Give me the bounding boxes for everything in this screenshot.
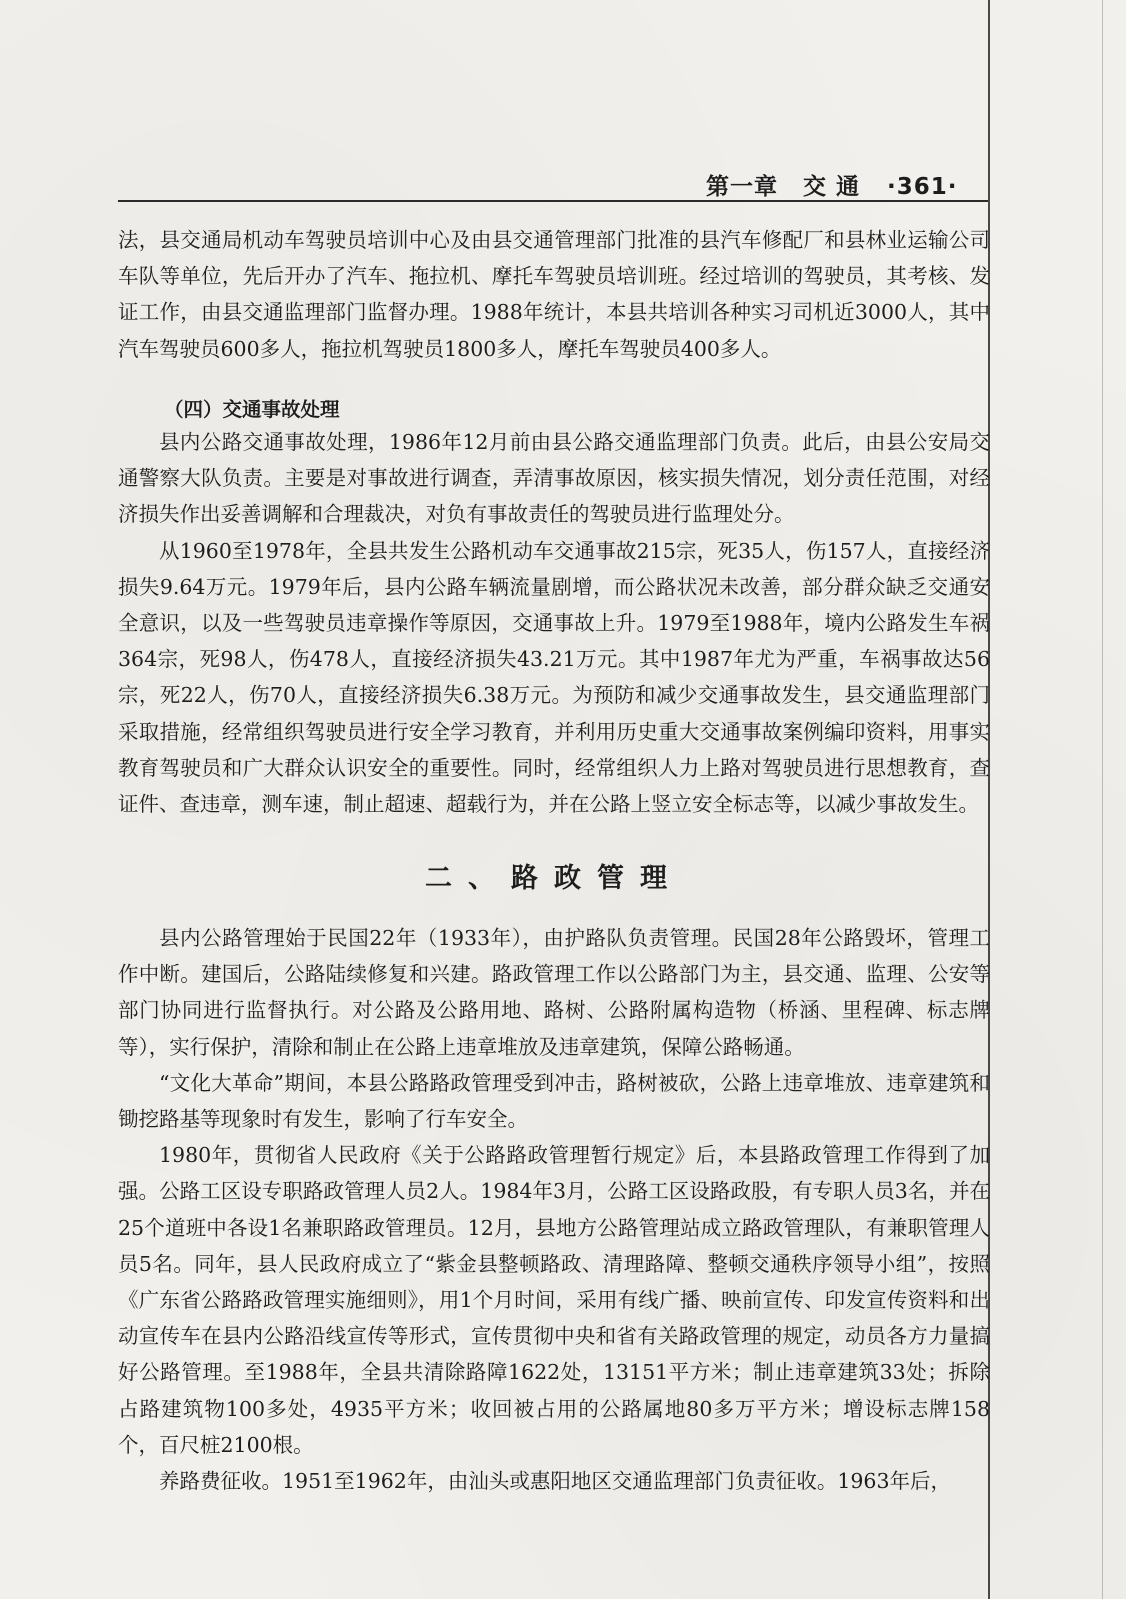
- paragraph: 1980年，贯彻省人民政府《关于公路路政管理暂行规定》后，本县路政管理工作得到了加强。公路工区设专职路政管理人员2人。1984年3月，公路工区设路政股，有专职人员3名，并在25个道班中各设1名兼职路政管理员。12月，县地方公路管理站成立路政管理队，有兼职管理人员5名。同年，县人民政府成立了“紫金县整顿路政、清理路障、整顿交通秩序领导小组”，按照《广东省公路路政管理实施细则》，用1个月时间，采用有线广播、映前宣传、印发宣传资料和出动宣传车在县内公路沿线宣传等形式，宣传贯彻中央和省有关路政管理的规定，动员各方力量搞好公路管理。至1988年，全县共清除路障1622处，13151平方米；制止违章建筑33处；拆除占路建筑物100多处，4935平方米；收回被占用的公路属地80多万平方米；增设标志牌158个，百尺桩2100根。: [118, 1143, 990, 1457]
- paragraph: “文化大革命”期间，本县公路路政管理受到冲击，路树被砍，公路上违章堆放、违章建筑和锄挖路基等现象时有发生，影响了行车安全。: [118, 1070, 990, 1132]
- running-header: [706, 168, 996, 201]
- page-number: ·361·: [887, 174, 958, 200]
- header-title: 交 通: [803, 174, 861, 200]
- page-edge-line: [1102, 0, 1103, 1599]
- paragraph: 县内公路交通事故处理，1986年12月前由县公路交通监理部门负责。此后，由县公安局交通警察大队负责。主要是对事故进行调查，弄清事故原因，核实损失情况，划分责任范围，对经济损失作出妥善调解和合理裁决，对负有事故责任的驾驶员进行监理处分。: [118, 430, 990, 527]
- text-block-b: [118, 424, 990, 822]
- text-block-c: [118, 920, 990, 1499]
- section-title: 二、路政管理: [425, 863, 683, 894]
- text-block-a: [118, 222, 990, 367]
- paragraph: 养路费征收。1951至1962年，由汕头或惠阳地区交通监理部门负责征收。1963年后，: [159, 1469, 952, 1494]
- paragraph: 从1960至1978年，全县共发生公路机动车交通事故215宗，死35人，伤157人，直接经济损失9.64万元。1979年后，县内公路车辆流量剧增，而公路状况未改善，部分群众缺乏交通安全意识，以及一些驾驶员违章操作等原因，交通事故上升。1979至1988年，境内公路发生车祸364宗，死98人，伤478人，直接经济损失43.21万元。其中1987年尤为严重，车祸事故达56宗，死22人，伤70人，直接经济损失6.38万元。为预防和减少交通事故发生，县交通监理部门采取措施，经常组织驾驶员进行安全学习教育，并利用历史重大交通事故案例编印资料，用事实教育驾驶员和广大群众认识安全的重要性。同时，经常组织人力上路对驾驶员进行思想教育，查证件、查违章，测车速，制止超速、超载行为，并在公路上竖立安全标志等，以减少事故发生。: [118, 538, 990, 817]
- subheading: （四）交通事故处理: [164, 398, 340, 421]
- header-chapter: 第一章: [706, 174, 778, 200]
- header-rule: [118, 200, 988, 202]
- paragraph: 法，县交通局机动车驾驶员培训中心及由县交通管理部门批准的县汽车修配厂和县林业运输公司车队等单位，先后开办了汽车、拖拉机、摩托车驾驶员培训班。经过培训的驾驶员，其考核、发证工作，由县交通监理部门监督办理。1988年统计，本县共培训各种实习司机近3000人，其中汽车驾驶员600多人，拖拉机驾驶员1800多人，摩托车驾驶员400多人。: [118, 228, 990, 361]
- paragraph: 县内公路管理始于民国22年（1933年），由护路队负责管理。民国28年公路毁坏，管理工作中断。建国后，公路陆续修复和兴建。路政管理工作以公路部门为主，县交通、监理、公安等部门协同进行监督执行。对公路及公路用地、路树、公路附属构造物（桥涵、里程碑、标志牌等），实行保护，清除和制止在公路上违章堆放及违章建筑，保障公路畅通。: [118, 926, 990, 1059]
